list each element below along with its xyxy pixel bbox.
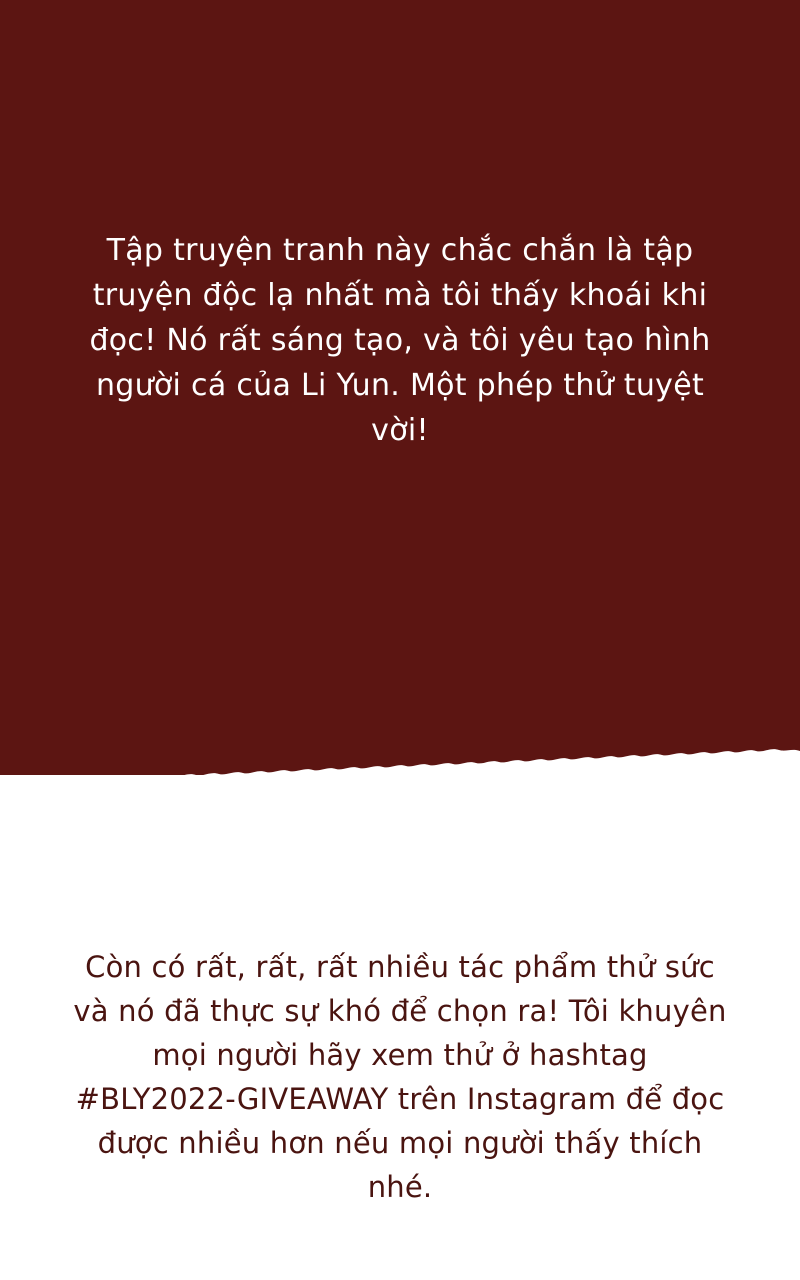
torn-paper-edge-icon — [0, 731, 800, 775]
top-panel-caption: Tập truyện tranh này chắc chắn là tập truyện độc lạ nhất mà tôi thấy khoái khi đọc! Nó rất sáng tạo, và tôi yêu tạo hình người cá của Li Yun. Một phép thử tuyệt vời! — [89, 233, 711, 448]
bottom-panel-caption: Còn có rất, rất, rất nhiều tác phẩm thử sức và nó đã thực sự khó để chọn ra! Tôi khuyên mọi người hãy xem thử ở hashtag #BLY2022-GIVEAWAY trên Instagram để đọc được nhiều hơn nếu mọi người thấy thích nhé. — [73, 950, 727, 1204]
bottom-panel — [0, 775, 800, 1280]
